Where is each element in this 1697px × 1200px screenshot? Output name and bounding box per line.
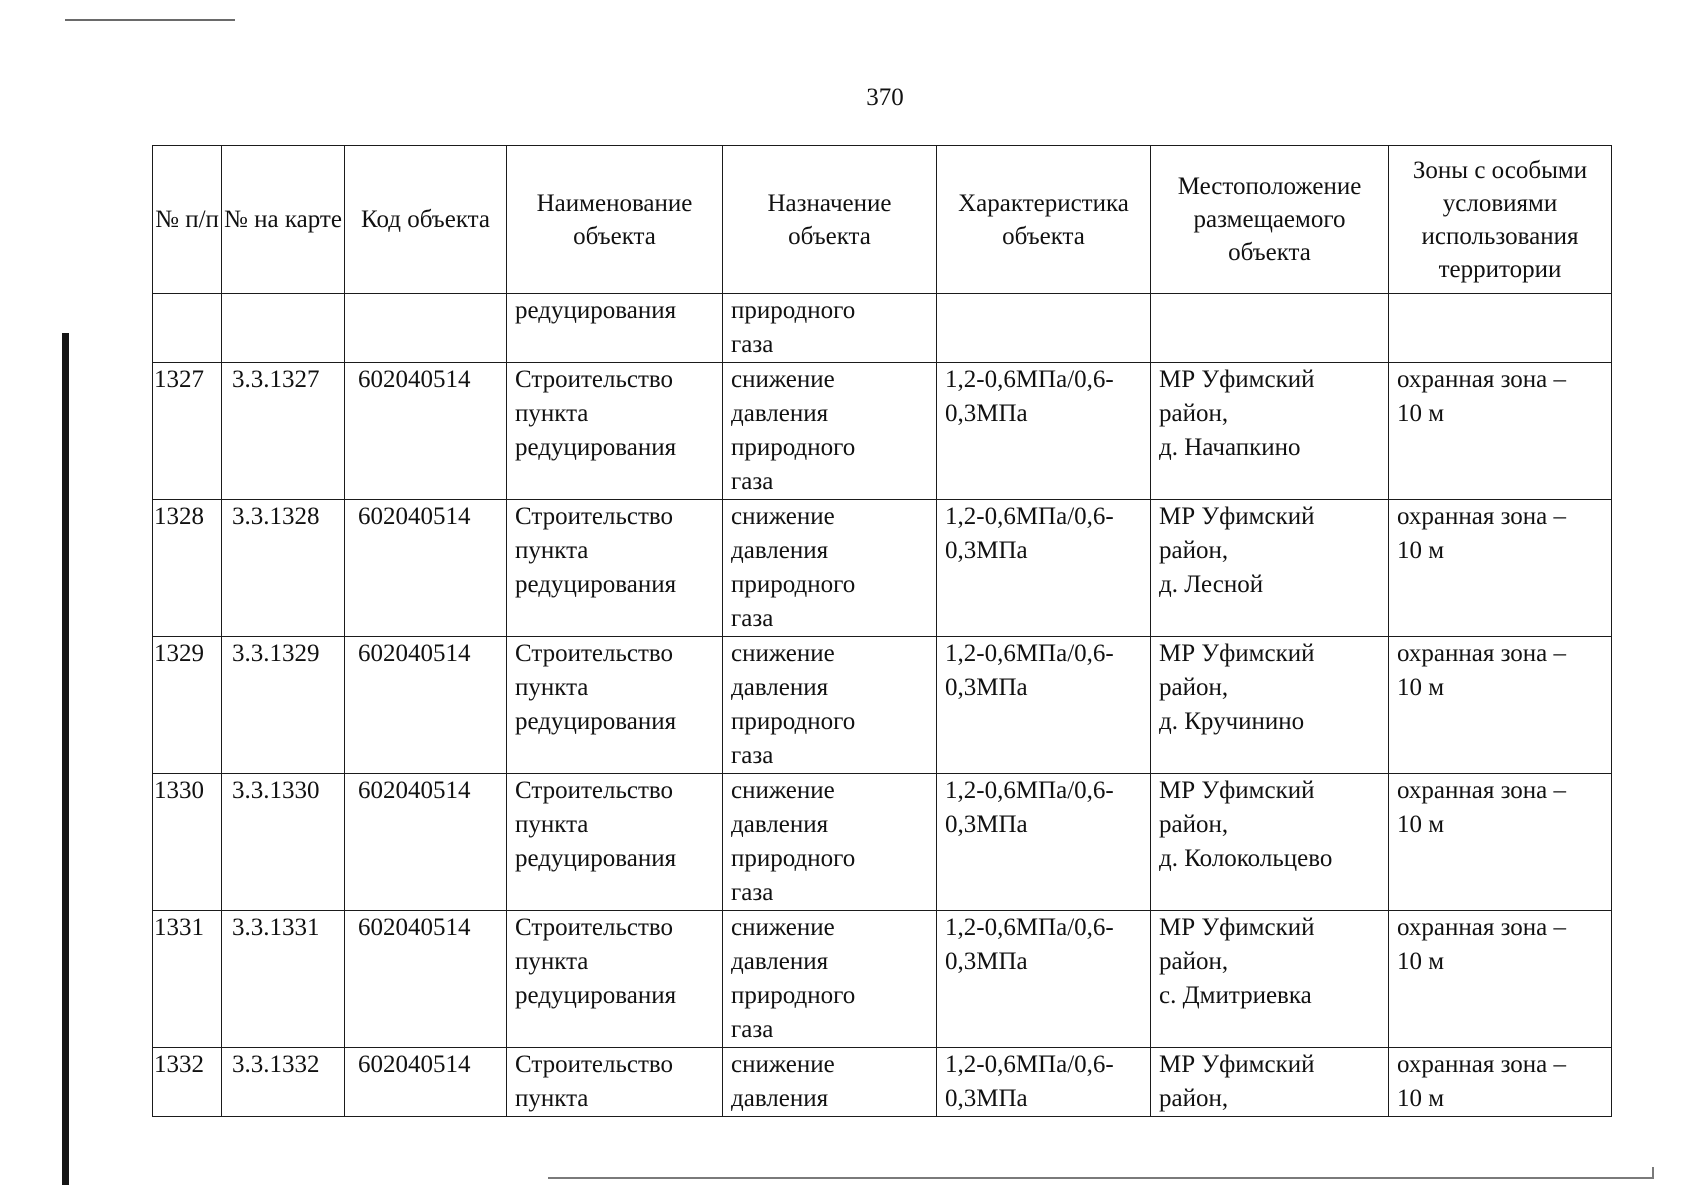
cell-code: 602040514 bbox=[345, 774, 507, 911]
cell-purpose: снижение давления природного газа bbox=[723, 500, 937, 637]
header-zones: Зоны с особыми условиями использования территории bbox=[1389, 146, 1612, 294]
header-purpose: Назначение объекта bbox=[723, 146, 937, 294]
cell-code: 602040514 bbox=[345, 911, 507, 1048]
cell-map-no: 3.3.1331 bbox=[222, 911, 345, 1048]
scan-edge-line-bottom bbox=[548, 1177, 1653, 1179]
cell-map-no: 3.3.1327 bbox=[222, 363, 345, 500]
page-number: 370 bbox=[866, 84, 904, 111]
cell-characteristic: 1,2-0,6МПа/0,6- 0,3МПа bbox=[937, 500, 1151, 637]
cell-num: 1330 bbox=[153, 774, 222, 911]
objects-table bbox=[152, 145, 1612, 1117]
cell-location: МР Уфимский район, д. Колокольцево bbox=[1151, 774, 1389, 911]
cell-location: МР Уфимский район, д. Кручинино bbox=[1151, 637, 1389, 774]
cell-map-no: 3.3.1330 bbox=[222, 774, 345, 911]
table-body bbox=[153, 294, 1612, 1117]
cell-purpose: снижение давления bbox=[723, 1048, 937, 1117]
cell-name: Строительство пункта редуцирования bbox=[507, 774, 723, 911]
header-map-no: № на карте bbox=[222, 146, 345, 294]
cell-characteristic: 1,2-0,6МПа/0,6- 0,3МПа bbox=[937, 637, 1151, 774]
table-row bbox=[153, 637, 1612, 774]
cell-purpose: снижение давления природного газа bbox=[723, 637, 937, 774]
cell-code: 602040514 bbox=[345, 363, 507, 500]
header-row bbox=[153, 146, 1612, 294]
cell-characteristic: 1,2-0,6МПа/0,6- 0,3МПа bbox=[937, 363, 1151, 500]
cell-zones: охранная зона – 10 м bbox=[1389, 500, 1612, 637]
cell-purpose: снижение давления природного газа bbox=[723, 911, 937, 1048]
table-row bbox=[153, 911, 1612, 1048]
scan-edge-bar-left bbox=[62, 333, 69, 1185]
header-name: Наименование объекта bbox=[507, 146, 723, 294]
cell-num: 1332 bbox=[153, 1048, 222, 1117]
cell-location: МР Уфимский район, д. Начапкино bbox=[1151, 363, 1389, 500]
cell-purpose: снижение давления природного газа bbox=[723, 774, 937, 911]
cell-name: Строительство пункта редуцирования bbox=[507, 911, 723, 1048]
cell-name: Строительство пункта bbox=[507, 1048, 723, 1117]
cell-zones: охранная зона – 10 м bbox=[1389, 911, 1612, 1048]
table-header bbox=[153, 146, 1612, 294]
cell-zones bbox=[1389, 294, 1612, 363]
cell-num bbox=[153, 294, 222, 363]
cell-zones: охранная зона – 10 м bbox=[1389, 1048, 1612, 1117]
cell-zones: охранная зона – 10 м bbox=[1389, 637, 1612, 774]
cell-code: 602040514 bbox=[345, 637, 507, 774]
scan-edge-line-top bbox=[65, 19, 235, 21]
cell-map-no: 3.3.1328 bbox=[222, 500, 345, 637]
table-row bbox=[153, 1048, 1612, 1117]
cell-num: 1331 bbox=[153, 911, 222, 1048]
cell-characteristic: 1,2-0,6МПа/0,6- 0,3МПа bbox=[937, 911, 1151, 1048]
cell-purpose: природного газа bbox=[723, 294, 937, 363]
cell-code: 602040514 bbox=[345, 1048, 507, 1117]
scan-edge-tick-bottom bbox=[1652, 1167, 1654, 1179]
table-row bbox=[153, 774, 1612, 911]
cell-num: 1328 bbox=[153, 500, 222, 637]
table-row bbox=[153, 500, 1612, 637]
cell-num: 1329 bbox=[153, 637, 222, 774]
header-code: Код объекта bbox=[345, 146, 507, 294]
cell-location bbox=[1151, 294, 1389, 363]
table-row bbox=[153, 363, 1612, 500]
cell-location: МР Уфимский район, с. Дмитриевка bbox=[1151, 911, 1389, 1048]
cell-characteristic: 1,2-0,6МПа/0,6- 0,3МПа bbox=[937, 1048, 1151, 1117]
header-num: № п/п bbox=[153, 146, 222, 294]
cell-purpose: снижение давления природного газа bbox=[723, 363, 937, 500]
cell-characteristic: 1,2-0,6МПа/0,6- 0,3МПа bbox=[937, 774, 1151, 911]
cell-location: МР Уфимский район, bbox=[1151, 1048, 1389, 1117]
cell-zones: охранная зона – 10 м bbox=[1389, 363, 1612, 500]
cell-name: Строительство пункта редуцирования bbox=[507, 500, 723, 637]
header-characteristic: Характеристика объекта bbox=[937, 146, 1151, 294]
cell-zones: охранная зона – 10 м bbox=[1389, 774, 1612, 911]
cell-code bbox=[345, 294, 507, 363]
cell-name: Строительство пункта редуцирования bbox=[507, 363, 723, 500]
cell-map-no: 3.3.1332 bbox=[222, 1048, 345, 1117]
cell-characteristic bbox=[937, 294, 1151, 363]
cell-location: МР Уфимский район, д. Лесной bbox=[1151, 500, 1389, 637]
cell-code: 602040514 bbox=[345, 500, 507, 637]
header-location: Местоположение размещаемого объекта bbox=[1151, 146, 1389, 294]
cell-map-no bbox=[222, 294, 345, 363]
cell-name: редуцирования bbox=[507, 294, 723, 363]
cell-num: 1327 bbox=[153, 363, 222, 500]
cell-name: Строительство пункта редуцирования bbox=[507, 637, 723, 774]
continuation-row bbox=[153, 294, 1612, 363]
cell-map-no: 3.3.1329 bbox=[222, 637, 345, 774]
